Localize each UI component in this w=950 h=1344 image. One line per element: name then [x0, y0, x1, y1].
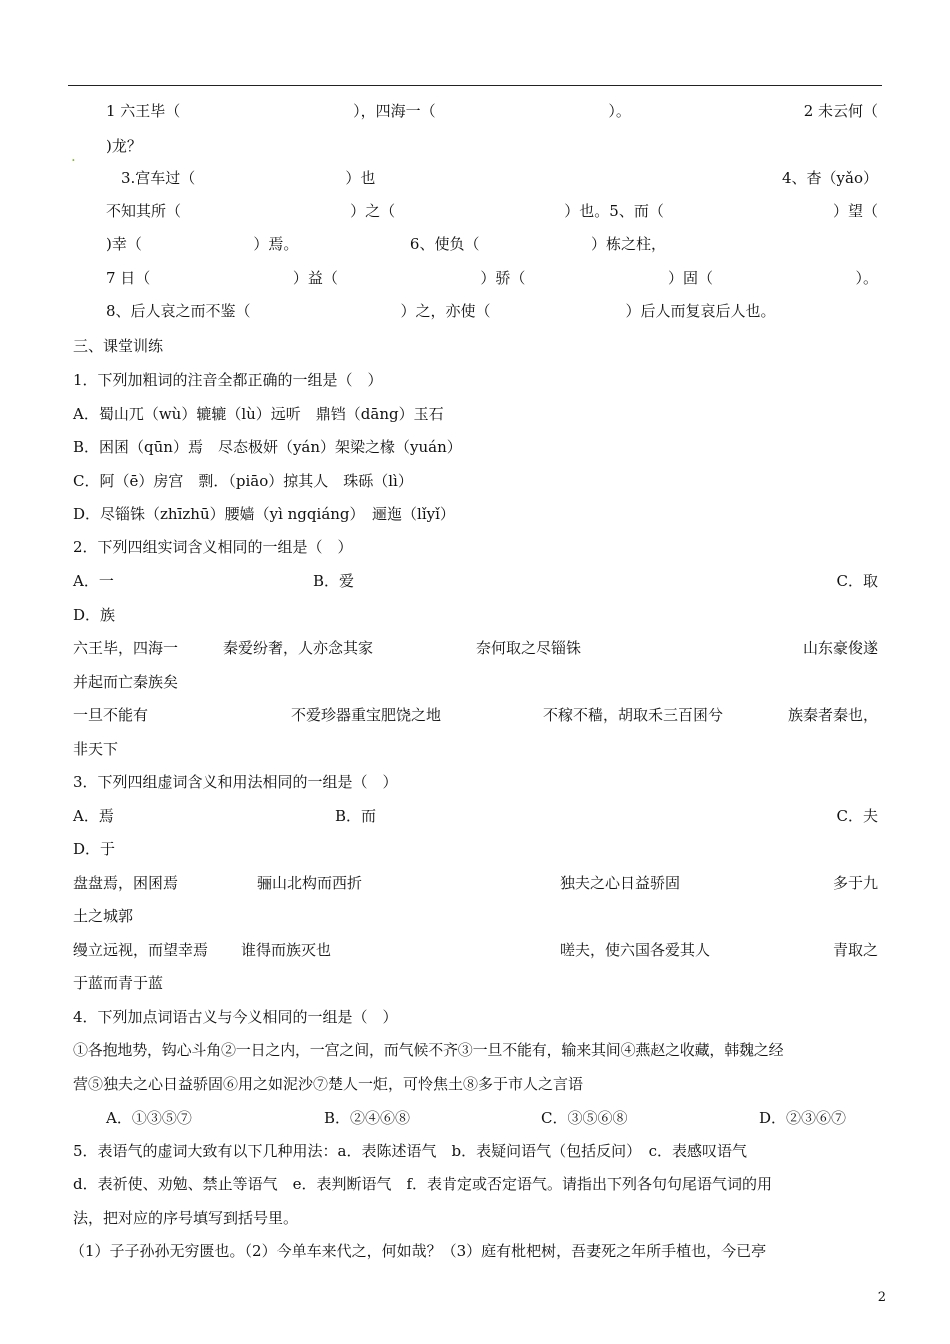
fill-item: 2 未云何（ [803, 102, 878, 120]
fill-row-7: 8、后人哀之而不鉴（ ）之，亦使（ ）后人而复哀后人也。 [106, 302, 776, 320]
q2-cell: 族秦者秦也， [787, 706, 878, 724]
q3-label-d: D．于 [73, 840, 116, 858]
fill-item: ）栋之柱， [590, 235, 666, 253]
section-heading: 三、课堂训练 [73, 337, 164, 355]
q3-row-b-cont: 于蓝而青于蓝 [73, 974, 164, 992]
fill-item: 3.宫车过（ [121, 169, 196, 187]
fill-item: 4、杳（yǎo） [782, 169, 878, 187]
q5-line-3: 法，把对应的序号填写到括号里。 [73, 1209, 299, 1227]
q2-stem: 2．下列四组实词含义相同的一组是（ ） [73, 538, 353, 556]
q3-cell: 谁得而族灭也 [241, 941, 332, 959]
q1-option-c: C．阿（ē）房宫 剽．（piāo）掠其人 珠砾（lì） [73, 472, 413, 490]
q2-cell: 不爱珍器重宝肥饶之地 [291, 706, 442, 724]
fill-item: ）也。5、而（ [564, 202, 664, 220]
q4-choice: C．③⑤⑥⑧ [541, 1109, 628, 1127]
fill-row-3 [121, 168, 878, 188]
q4-stem: 4．下列加点词语古义与今义相同的一组是（ ） [73, 1008, 398, 1026]
q2-cell: 不稼不穑，胡取禾三百囷兮 [543, 706, 724, 724]
fill-row-4 [106, 201, 878, 221]
fill-item: 7 日（ [106, 269, 151, 287]
q2-label-b: B．爱 [313, 572, 355, 590]
fill-item: 不知其所（ [106, 202, 182, 220]
fill-item: ）望（ [832, 202, 878, 220]
q3-cell: 嗟夫，使六国各爱其人 [560, 941, 711, 959]
q3-cell: 骊山北构而西折 [257, 874, 363, 892]
q3-row-a-cont: 土之城郭 [73, 907, 134, 925]
q5-line-2: d．表祈使、劝勉、禁止等语气 e．表判断语气 f．表肯定或否定语气。请指出下列各句句尾语气词的用 [73, 1175, 773, 1193]
fill-item: ）焉。 [253, 235, 299, 253]
q3-cell: 独夫之心日益骄固 [560, 874, 681, 892]
fill-item: ）固（ [667, 269, 713, 287]
page-number: 2 [877, 1290, 886, 1305]
fill-row-6 [106, 268, 878, 288]
q1-option-a: A．蜀山兀（wù）辘辘（lù）远听 鼎铛（dāng）玉石 [73, 405, 444, 423]
q2-label-c: C．取 [836, 572, 878, 590]
fill-item: ）。 [608, 102, 631, 120]
q4-choice: A．①③⑤⑦ [106, 1109, 192, 1127]
fill-item: ）也 [345, 169, 376, 187]
q2-cell: 秦爱纷奢，人亦念其家 [223, 639, 374, 657]
q4-line-2: 营⑤独夫之心日益骄固⑥用之如泥沙⑦楚人一炬，可怜焦土⑧多于市人之言语 [73, 1075, 584, 1093]
q2-cell: 六王毕，四海一 [73, 639, 179, 657]
q4-choice: B．②④⑥⑧ [324, 1109, 411, 1127]
q2-label-a: A．一 [73, 572, 114, 590]
fill-item: ）之（ [350, 202, 396, 220]
q4-line-1: ①各抱地势，钩心斗角②一日之内，一宫之间，而气候不齐③一旦不能有，输来其间④燕赵之收藏，韩魏之经 [73, 1041, 784, 1059]
q2-row-a-cont: 并起而亡秦族矣 [73, 673, 179, 691]
q3-cell: 多于九 [832, 874, 878, 892]
q3-cell: 盘盘焉，困囷焉 [73, 874, 179, 892]
q2-cell: 山东豪俊遂 [802, 639, 878, 657]
fill-item: 6、使负（ [409, 235, 480, 253]
q2-label-d: D．族 [73, 606, 116, 624]
q3-stem: 3．下列四组虚词含义和用法相同的一组是（ ） [73, 773, 398, 791]
q5-line-1: 5．表语气的虚词大致有以下几种用法：a．表陈述语气 b．表疑问语气（包括反问） c．表感叹语气 [73, 1142, 747, 1160]
stray-mark: . [71, 147, 76, 165]
q3-cell: 缦立远视，而望幸焉 [73, 941, 209, 959]
fill-row-5 [106, 234, 666, 254]
q3-cell: 青取之 [832, 941, 878, 959]
fill-item: 1 六王毕（ [106, 102, 181, 120]
fill-item: ），四海一（ [353, 102, 436, 120]
fill-item: ）骄（ [480, 269, 526, 287]
q3-label-c: C．夫 [836, 807, 878, 825]
q1-stem: 1．下列加粗词的注音全都正确的一组是（ ） [73, 371, 383, 389]
q1-option-b: B．困囷（qūn）焉 尽态极妍（yán）架梁之椽（yuán） [73, 438, 462, 456]
fill-item: )幸（ [106, 235, 142, 253]
q3-label-b: B．而 [335, 807, 377, 825]
q2-cell: 一旦不能有 [73, 706, 149, 724]
fill-row-2: )龙？ [106, 137, 142, 155]
q4-choice: D．②③⑥⑦ [759, 1109, 847, 1127]
header-rule [68, 85, 882, 86]
q2-row-b-cont: 非天下 [73, 740, 119, 758]
q3-label-a: A．焉 [73, 807, 114, 825]
fill-row-1 [106, 101, 878, 121]
q1-option-d: D．尽锱铢（zhīzhū）腰嫱（yì ngqiáng） 逦迤（lǐyǐ） [73, 505, 455, 523]
q5-line-4: （1）子子孙孙无穷匮也。（2）今单车来代之，何如哉？（3）庭有枇杷树，吾妻死之年所手植也，今已亭 [70, 1242, 767, 1260]
fill-item: ）益（ [292, 269, 338, 287]
q2-cell: 奈何取之尽锱铢 [476, 639, 582, 657]
fill-item: ）。 [855, 269, 878, 287]
